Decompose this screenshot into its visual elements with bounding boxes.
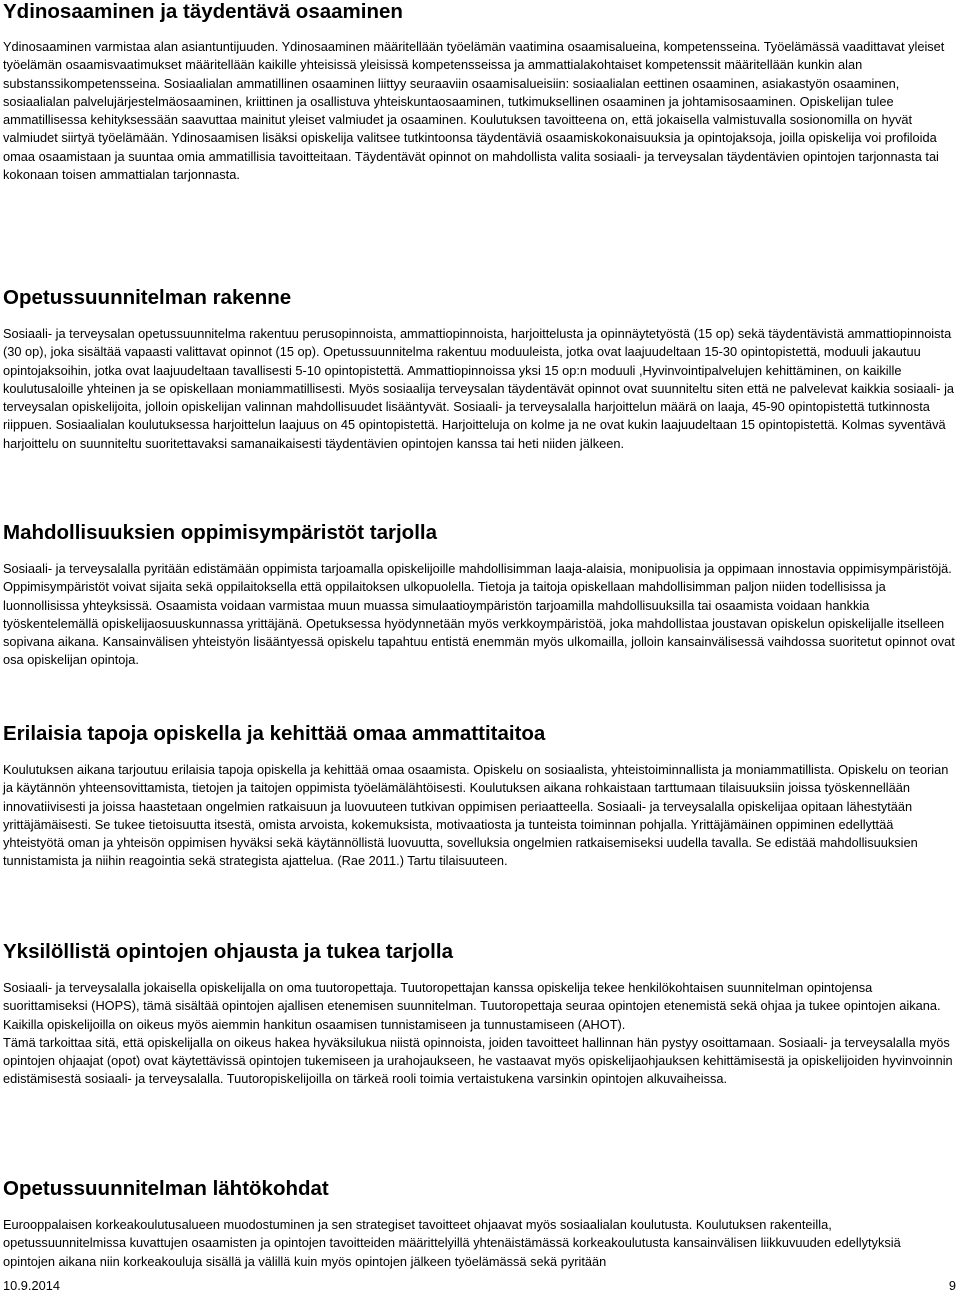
section-heading: Mahdollisuuksien oppimisympäristöt tarjolla [3,521,437,544]
footer-date: 10.9.2014 [3,1278,60,1293]
section-heading: Erilaisia tapoja opiskella ja kehittää omaa ammattitaitoa [3,722,546,745]
section-body: Sosiaali- ja terveysalalla jokaisella opiskelijalla on oma tuutoropettaja. Tuutoropettajan kanssa opiskelija tekee henkilökohtaisen suunnitelman opintojensa suorittamiseksi (HOPS), tämä sisältää opintojen ajallisen etenemisen suunnitelman. Tuutoropettaja seuraa opintojen etenemistä sekä ohjaa ja tukee opintojen aikana. Kaikilla opiskelijoilla on oikeus myös aiemmin hankitun osaamisen tunnistamiseen ja tunnustamiseen (AHOT). Tämä tarkoittaa sitä, että opiskelijalla on oikeus hakea hyväksilukua niistä opinnoista, joiden tavoitteet hallinnan hän pystyy osoittamaan. Sosiaali- ja terveysalalla myös opintojen ohjaajat (opot) ovat käytettävissä opintojen tukemiseen ja urahojaukseen, he vastaavat myös opiskelijaohjauksen kehittämisestä ja opiskelijoiden hyvinvoinnin edistämisestä sosiaali- ja terveysalalla. Tuutoropiskelijoilla on tärkeä rooli toimia vertaistukena varsinkin opintojen alkuvaiheissa. [3,980,953,1087]
section-body: Eurooppalaisen korkeakoulutusalueen muodostuminen ja sen strategiset tavoitteet ohjaavat myös sosiaalialan koulutusta. Koulutuksen rakenteilla, opetussuunnitelmissa kuvattujen osaamisten ja opintojen tavoitteiden määrittelyillä yhtenäistämässä korkeakoulutusta kansainvälisen liikkuvuuden edellytyksiä opintojen aikana niin korkeakouluja sisällä ja välillä kuin myös opintojen jälkeen työelämässä sekä pyritään [3,1217,901,1269]
section-curriculum-structure [3,286,955,453]
section-learning-environments [3,521,955,670]
section-body: Koulutuksen aikana tarjoutuu erilaisia tapoja opiskella ja kehittää omaa osaamista. Opiskelu on sosiaalista, yhteistoiminnallista ja moniammatillista. Opiskelu on teorian ja käytännön yhteensovittamista, tietojen ja taitojen oppimista työelämälähtöisesti. Koulutuksen aikana rohkaistaan tarttumaan tilaisuuksiin joissa työskennellään innovatiivisesti ja joissa haastetaan ongelmien ratkaisuun ja luovuuteen tutkivan oppimisen periaatteella. Sosiaali- ja terveysalalla opiskelijaa opitaan lähestytään yrittäjämäisesti. Se tukee tietoisuutta itsestä, omista arvoista, kokemuksista, motivaatiosta ja tunteista toiminnan pohjalla. Yrittäjämäinen oppiminen edellyttää yhteistyötä oman ja yhteisön oppimisen hyväksi sekä käytännöllistä luovuutta, sovelluksia ongelmien ratkaisemiseksi uudella tavalla. Se edistää mahdollisuuksien tunnistamista ja niihin reagointia sekä strategista ajattelua. (Rae 2011.) Tartu tilaisuuteen. [3,762,949,869]
page-number: 9 [948,1278,956,1293]
section-core-competence [3,0,955,184]
section-body: Ydinosaaminen varmistaa alan asiantuntijuuden. Ydinosaaminen määritellään työelämän vaatimina osaamisalueina, kompetensseina. Työelämässä vaadittavat yleiset työelämän osaamisvaatimukset määritellään kaikille yhteisissä yleisissä kompetensseissa ja ammattialakohtaiset kompetenssit määritellään kunkin alan substanssikompetensseina. Sosiaalialan ammatillinen osaaminen liittyy seuraaviin osaamisalueisiin: sosiaalialan eettinen osaaminen, asiakastyön osaaminen, sosiaalialan palvelujärjestelmäosaaminen, kriittinen ja osallistuva yhteiskuntaosaaminen, tutkimuksellinen osaaminen ja johtamisosaaminen. Opiskelijan tulee ammatillisessa kehityksessään saavuttaa mainitut yleiset valmiudet ja osaaminen. Koulutuksen tavoitteena on, että jokaisella valmistuvalla sosionomilla on hyvät valmiudet siirtyä työelämään. Ydinosaamisen lisäksi opiskelija valitsee tutkintoonsa täydentäviä osaamiskokonaisuuksia ja opintojaksoja, joilla opiskelija voi profiloida omaa osaamistaan ja suuntaa omia ammatillisia tavoitteitaan. Täydentävät opinnot on mahdollista valita sosiaali- ja terveysalan täydentävien opintojen tarjonnasta tai kokonaan toisen ammattialan tarjonnasta. [3,39,945,183]
section-heading: Opetussuunnitelman lähtökohdat [3,1177,329,1200]
section-body: Sosiaali- ja terveysalalla pyritään edistämään oppimista tarjoamalla opiskelijoille mahdollisimman laaja-alaisia, monipuolisia ja oppimaan innostavia oppimisympäristöjä. Oppimisympäristöt voivat sijaita sekä oppilaitoksella että oppilaitoksen ulkopuolella. Tietoja ja taitoja opiskellaan mahdollisimman paljon niiden todellisissa ja luonnollisissa yhteyksissä. Osaamista voidaan varmistaa muun muassa simulaatioympäristön tarjoamilla mahdollisuuksilla tai osaamista voidaan hankkia työskentelemällä opiskelijaosuuskunnassa yrittäjänä. Opetuksessa hyödynnetään myös verkkoympäristöä, joka mahdollistaa joustavan opiskelun opiskelijalle itselleen sopivana aikana. Kansainvälisen yhteistyön lisääntyessä opiskelu tapahtuu entistä enemmän myös ulkomailla, jolloin kansainvälisessä vaihdossa suoritetut opinnot ovat osa opiskelijan opintoja. [3,561,955,668]
section-heading: Yksilöllistä opintojen ohjausta ja tukea tarjolla [3,940,453,963]
section-heading: Ydinosaaminen ja täydentävä osaaminen [3,0,403,23]
section-body: Sosiaali- ja terveysalan opetussuunnitelma rakentuu perusopinnoista, ammattiopinnoista, harjoittelusta ja opinnäytetyöstä (15 op) sekä täydentävistä ammattiopinnoista (30 op), joka sisältää vapaasti valittavat opinnot (15 op). Opetussuunnitelma rakentuu moduuleista, jotka ovat laajuudeltaan 15-30 opintopistettä, moduuli jakautuu opintojaksoihin, jotka ovat laajuudeltaan tavallisesti 5-10 opintopistettä. Ammattiopinnoissa yksi 15 op:n moduuli ,Hyvinvointipalvelujen kehittäminen, on kaikille koulutusaloille yhteinen ja se opiskellaan moniammatillisesti. Myös sosiaalija terveysalan täydentävät opinnot ovat suunniteltu siten että ne palvelevat kaikkia sosiaali- ja terveysalan opiskelijoita, jolloin opiskelijan valinnan mahdollisuudet lisääntyvät. Sosiaali- ja terveysalalla harjoittelun määrä on laaja, 45-90 opintopistettä tutkinnosta riippuen. Sosiaalialan koulutuksessa harjoittelun laajuus on 45 opintopistettä. Harjoitteluja on kolme ja ne ovat kukin laajuudeltaan 15 opintopistettä. Kolmas syventävä harjoittelu on suunniteltu suoritettavaksi samanaikaisesti täydentävien opintojen kanssa tai heti niiden jälkeen. [3,326,955,451]
section-heading: Opetussuunnitelman rakenne [3,286,292,309]
section-individual-guidance [3,940,955,1089]
section-curriculum-basis [3,1177,955,1271]
section-ways-of-studying [3,722,955,871]
